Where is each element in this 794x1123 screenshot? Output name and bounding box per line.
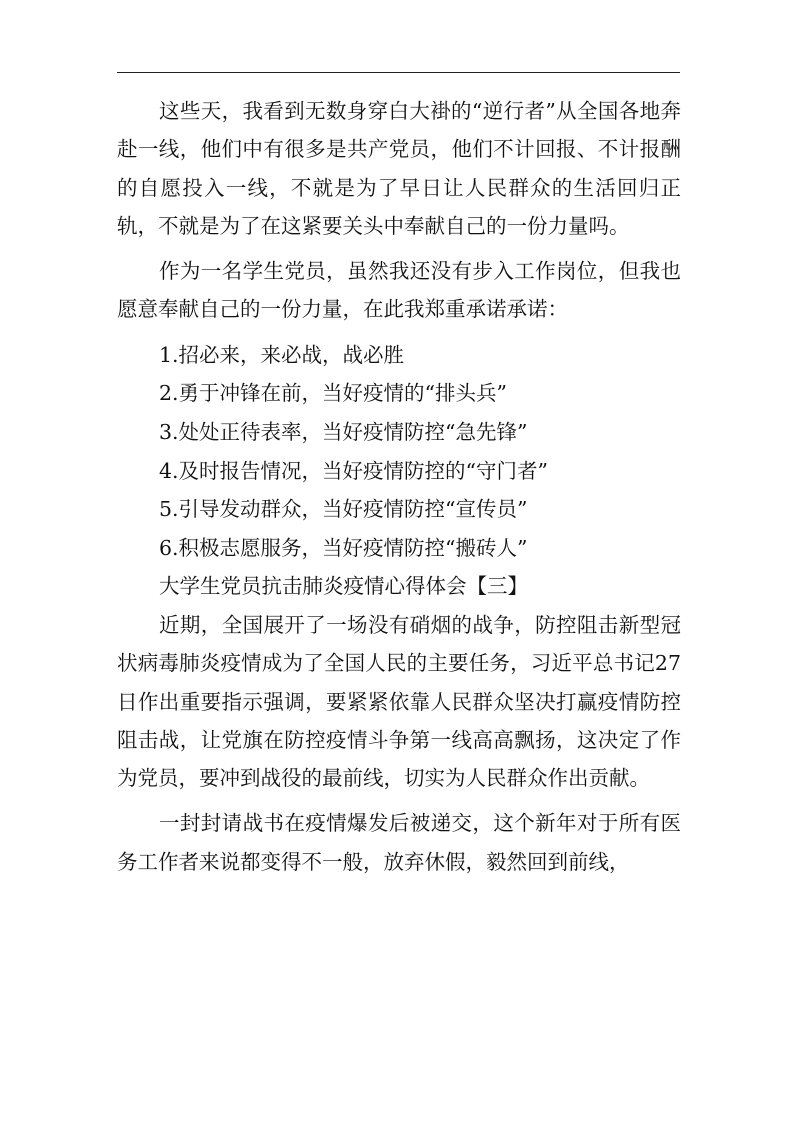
list-item: 5.引导发动群众，当好疫情防控“宣传员” <box>159 497 528 522</box>
paragraph-recent-war: 近期，全国展开了一场没有硝烟的战争，防控阻击新型冠状病毒肺炎疫情成为了全国人民的主要任务，习近平总书记27日作出重要指示强调，要紧紧依靠人民群众坚决打赢疫情防控阻击战，让党旗在防控疫情斗争第一线高高飘扬，这决定了作为党员，要冲到战役的最前线，切实为人民群众作出贡献。 <box>117 612 681 791</box>
list-item: 3.处处正待表率，当好疫情防控“急先锋” <box>159 419 528 444</box>
list-item: 6.积极志愿服务，当好疫情防控“搬砖人” <box>159 535 528 560</box>
list-item: 4.及时报告情况，当好疫情防控的“守门者” <box>159 458 549 483</box>
paragraph-gap <box>117 797 681 804</box>
paragraph-gap <box>117 329 681 336</box>
pledge-list <box>117 336 681 568</box>
list-item: 2.勇于冲锋在前，当好疫情的“排头兵” <box>159 381 508 406</box>
document-body <box>117 92 681 881</box>
paragraph-letters: 一封封请战书在疫情爆发后被递交，这个新年对于所有医务工作者来说都变得不一般，放弃休假，毅然回到前线， <box>117 811 681 874</box>
paragraph-student-pledge: 作为一名学生党员，虽然我还没有步入工作岗位，但我也愿意奉献自己的一份力量，在此我郑重承诺承诺： <box>117 259 681 322</box>
header-rule <box>117 72 680 73</box>
paragraph-retrograders: 这些天，我看到无数身穿白大褂的“逆行者”从全国各地奔赴一线，他们中有很多是共产党员，他们不计回报、不计报酬的自愿投入一线，不就是为了早日让人民群众的生活回归正轨，不就是为了在这紧要关头中奉献自己的一份力量吗。 <box>117 99 681 238</box>
section-heading: 大学生党员抗击肺炎疫情心得体会【三】 <box>159 574 528 599</box>
paragraph-gap <box>117 245 681 252</box>
list-item: 1.招必来，来必战，战必胜 <box>159 342 405 367</box>
